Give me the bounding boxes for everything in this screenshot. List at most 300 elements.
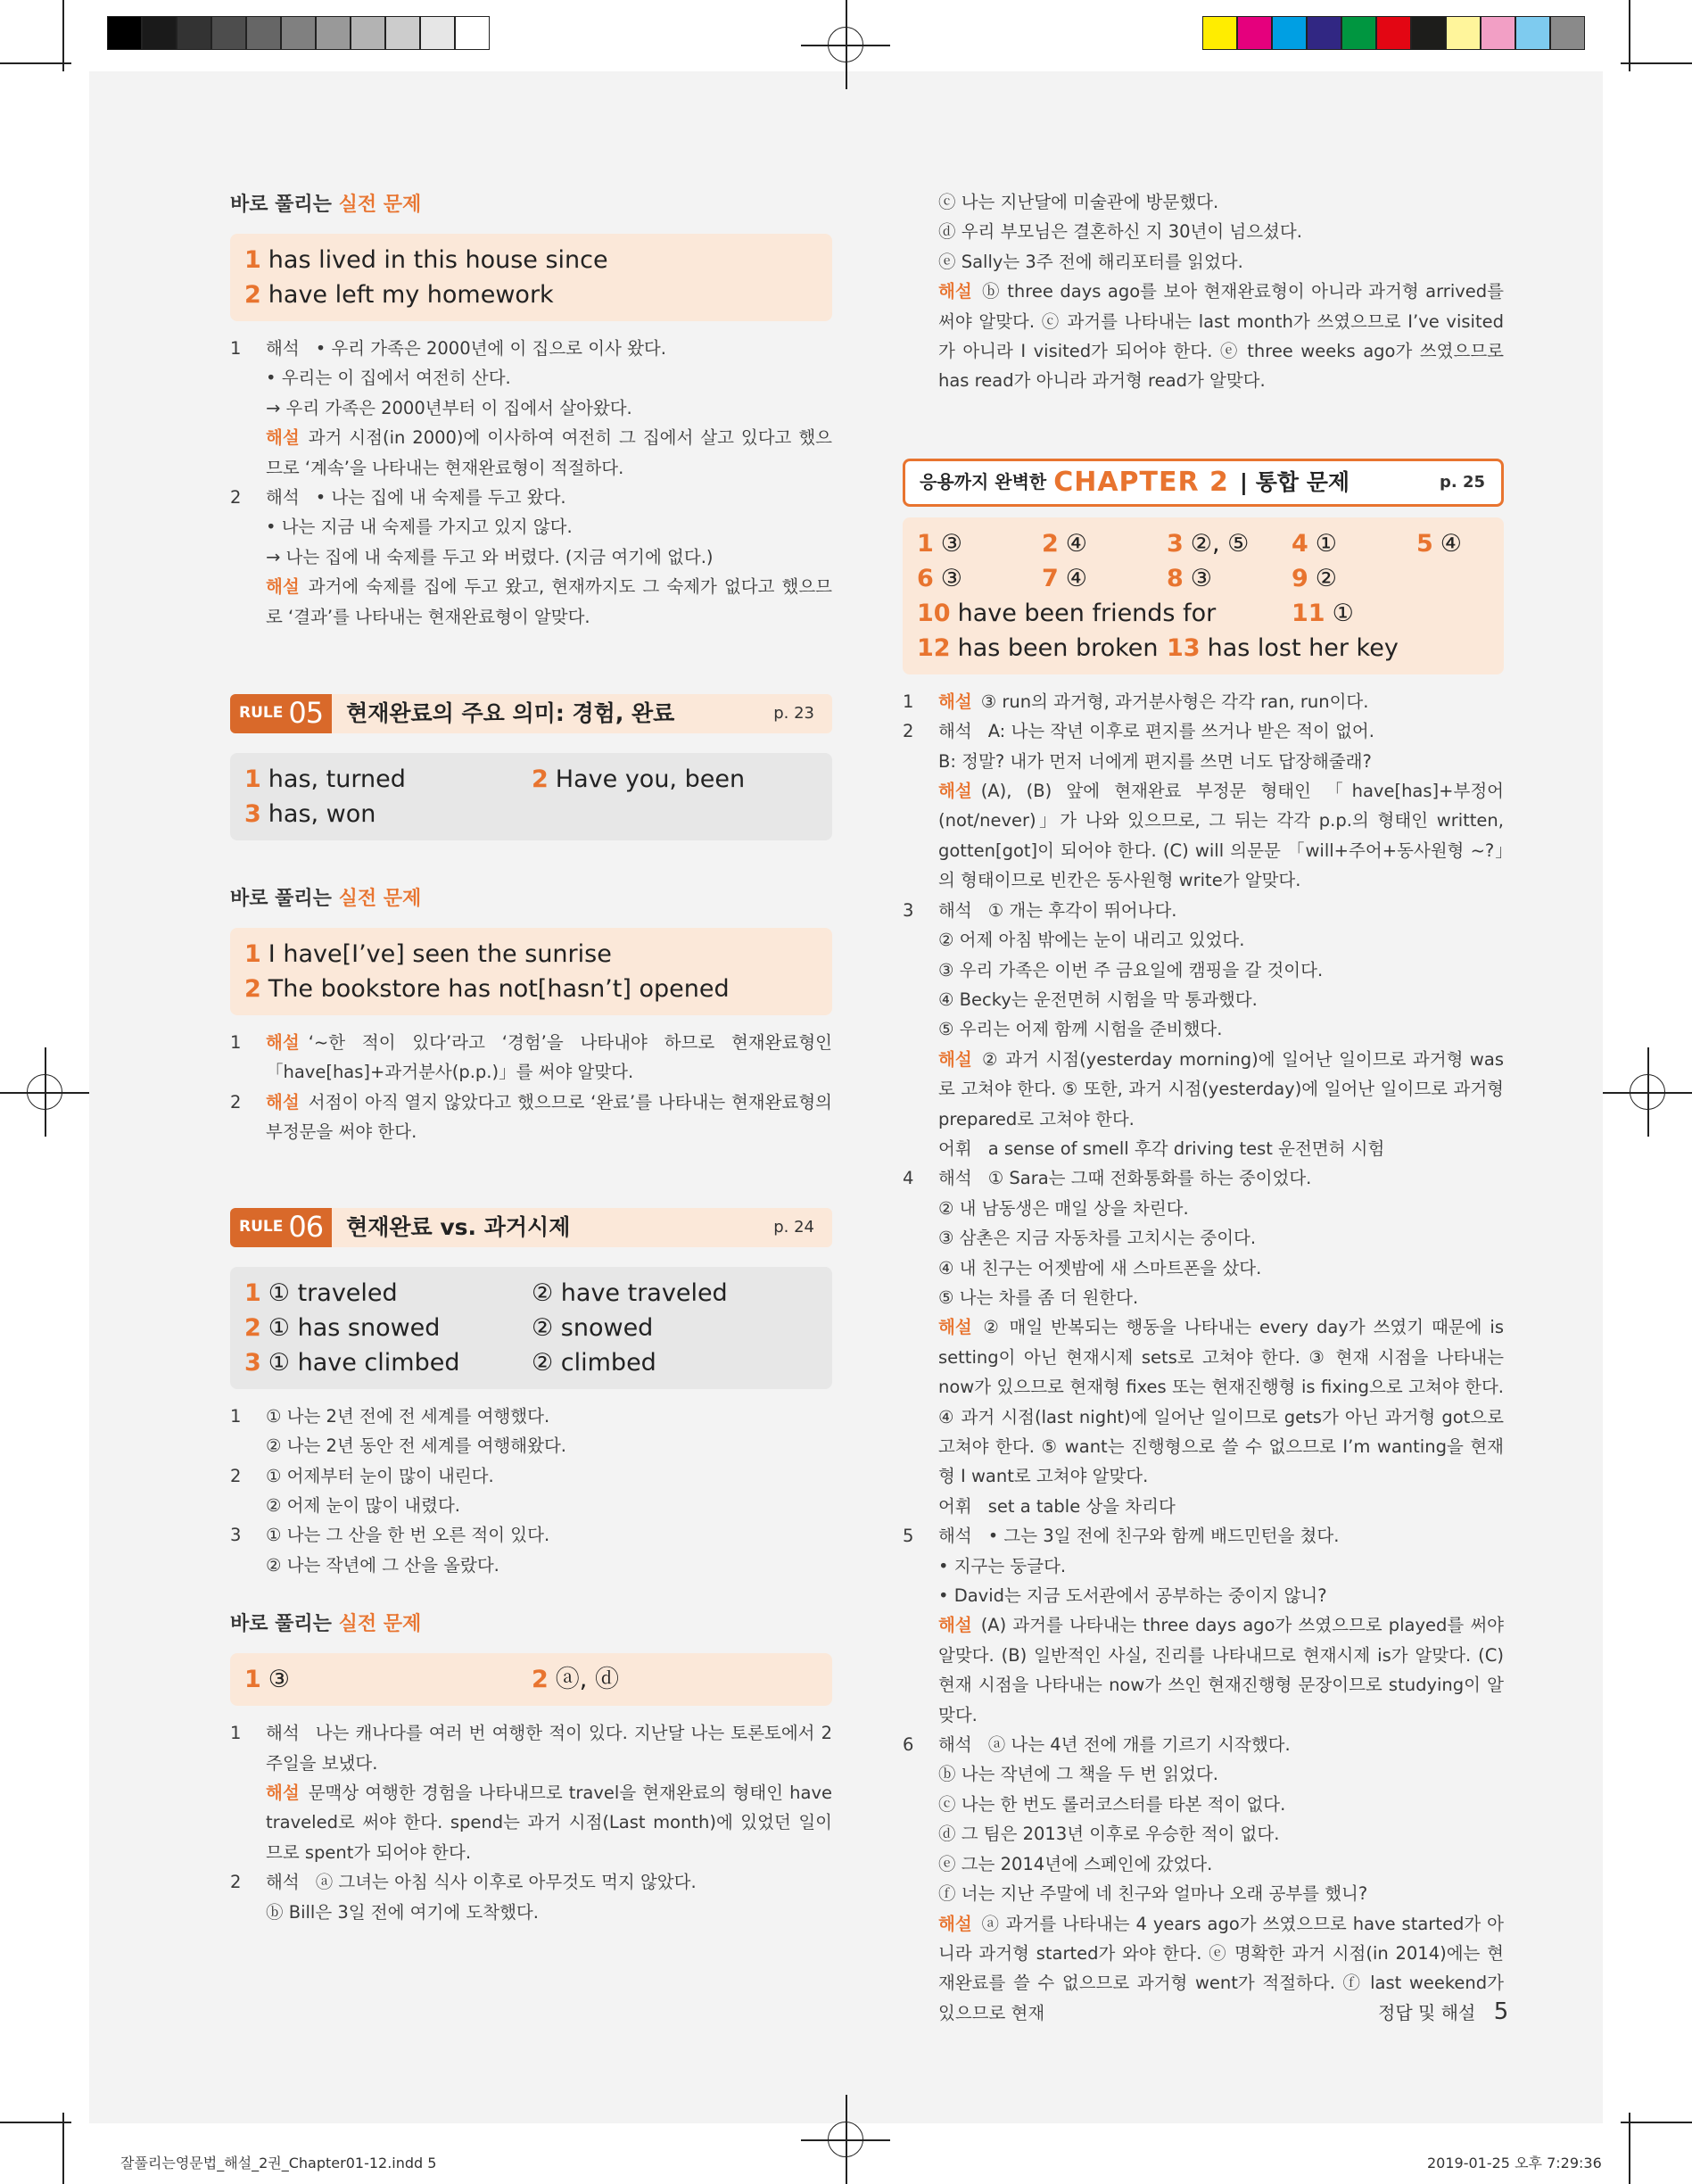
answer-cell xyxy=(532,1276,819,1311)
item-text: ‘~한 적이 있다’라고 ‘경험’을 나타내야 하므로 현재완료형인 「have[has]+과거분사(p.p.)」를 써야 알맞다. xyxy=(266,1032,832,1083)
item-number xyxy=(903,1045,938,1134)
answer-row xyxy=(917,561,1490,596)
item-text: • 그는 3일 전에 친구와 함께 배드민턴을 쳤다. xyxy=(987,1526,1340,1547)
color-swatch xyxy=(455,16,490,50)
item-body xyxy=(938,1223,1504,1253)
item-text: ⓔ 그는 2014년에 스페인에 갔었다. xyxy=(938,1853,1213,1874)
item-number xyxy=(903,277,938,396)
answer-row xyxy=(917,526,1490,561)
item-text: ① 나는 2년 전에 전 세계를 여행했다. xyxy=(266,1405,550,1427)
item-number xyxy=(903,747,938,776)
answer-number: 12 xyxy=(917,633,951,662)
answer-number: 7 xyxy=(1042,564,1059,592)
answer-cell xyxy=(244,1311,532,1345)
explanation-item xyxy=(903,1134,1504,1163)
item-text: ② 어제 아침 밖에는 눈이 내리고 있었다. xyxy=(938,930,1245,951)
answer-text: ① traveled xyxy=(268,1278,398,1307)
item-number xyxy=(903,247,938,277)
explanation-item xyxy=(230,1520,832,1550)
color-swatch xyxy=(420,16,455,50)
item-number xyxy=(903,1790,938,1819)
item-text: (A) 과거를 나타내는 three days ago가 쓰였으므로 played를 써야 알맞다. (B) 일반적인 사실, 진리를 나타내므로 현재시제 is가 알맞다. (C) 현재 시점을 나타내는 now가 쓰인 현재진행형 문장이므로 studying이 알맞다. xyxy=(938,1615,1504,1725)
item-number xyxy=(230,512,266,542)
item-body xyxy=(266,363,832,393)
item-body xyxy=(266,423,832,483)
color-swatch xyxy=(142,16,177,50)
section-title: 바로 풀리는 실전 문제 xyxy=(230,194,422,216)
item-number xyxy=(903,1909,938,2029)
item-number xyxy=(903,1759,938,1789)
item-body xyxy=(938,247,1504,277)
answer-cell xyxy=(1042,526,1167,561)
explanation-item xyxy=(903,1492,1504,1521)
explanation-item xyxy=(903,1163,1504,1193)
explanation-item xyxy=(903,1819,1504,1849)
item-body xyxy=(266,1402,832,1431)
answer-text: has lived in this house since xyxy=(268,246,608,274)
answer-number: 1 xyxy=(244,1666,261,1694)
item-number: 1 xyxy=(230,1723,242,1744)
item-body xyxy=(938,925,1504,955)
answer-text: ① have climbed xyxy=(268,1348,460,1377)
answer-number: 10 xyxy=(917,599,951,627)
item-number xyxy=(903,1492,938,1521)
item-text: ⑤ 우리는 어제 함께 시험을 준비했다. xyxy=(938,1019,1223,1040)
color-swatch xyxy=(1376,16,1411,50)
crop-mark xyxy=(62,2113,64,2184)
answer-number: 1 xyxy=(917,529,934,558)
right-column xyxy=(903,187,1504,2028)
item-number xyxy=(903,1581,938,1610)
chapter-header: 응용까지 완벽한 CHAPTER 2 | 통합 문제 p. 25 xyxy=(903,459,1504,507)
item-body xyxy=(266,1898,832,1927)
item-number: 3 xyxy=(903,899,914,921)
item-number xyxy=(903,925,938,955)
answer-number: 1 xyxy=(244,246,261,274)
answer-text: ③ xyxy=(940,564,963,592)
item-text: ③ 삼촌은 지금 자동차를 고치시는 중이다. xyxy=(938,1228,1257,1249)
answer-number: 2 xyxy=(244,975,261,1004)
color-swatch xyxy=(246,16,281,50)
item-number: 1 xyxy=(230,1032,242,1054)
item-number xyxy=(903,1551,938,1581)
item-body xyxy=(266,512,832,542)
item-text: ⓓ 우리 부모님은 결혼하신 지 30년이 넘으셨다. xyxy=(938,221,1302,243)
item-text: • 우리 가족은 2000년에 이 집으로 이사 왔다. xyxy=(315,338,666,359)
item-text: 문맥상 여행한 경험을 나타내므로 travel을 현재완료의 형태인 have traveled로 써야 한다. spend는 과거 시점(Last month)에 있었던 일이므로 spent가 되어야 한다. xyxy=(266,1782,832,1863)
item-body xyxy=(938,1581,1504,1610)
answer-text: I have[I’ve] seen the sunrise xyxy=(268,940,612,969)
answer-text: ②, ⑤ xyxy=(1190,529,1250,558)
item-text: ⓑ Bill은 3일 전에 여기에 도착했다. xyxy=(266,1901,539,1923)
item-number xyxy=(903,956,938,985)
item-body xyxy=(938,687,1504,716)
item-number xyxy=(230,1491,266,1520)
registration-mark xyxy=(801,2095,890,2184)
explanation-item xyxy=(903,247,1504,277)
explanation-item xyxy=(230,512,832,542)
answer-row xyxy=(244,243,818,277)
answer-number: 1 xyxy=(244,940,261,969)
item-text: 서점이 아직 열지 않았다고 했으므로 ‘완료’를 나타내는 현재완료형의 부정문을 써야 한다. xyxy=(266,1091,832,1143)
item-body xyxy=(266,1431,832,1460)
answer-cell xyxy=(532,762,819,797)
item-body xyxy=(938,1610,1504,1730)
slug-date: 2019-01-25 오후 7:29:36 xyxy=(1427,2155,1602,2172)
item-number: 2 xyxy=(230,487,242,509)
answer-text: Have you, been xyxy=(555,765,746,794)
explanation-item xyxy=(903,747,1504,776)
item-text: ⓑ 나는 작년에 그 책을 두 번 읽었다. xyxy=(938,1764,1218,1785)
explanation-item xyxy=(230,1028,832,1088)
explanation-item xyxy=(230,363,832,393)
explanation-list xyxy=(230,1402,832,1580)
item-body xyxy=(266,1028,832,1088)
label-haeseok: 해석 xyxy=(938,721,972,742)
label-haeseol: 해설 xyxy=(266,1782,300,1803)
item-body xyxy=(938,1312,1504,1491)
answer-text: ③ xyxy=(1190,564,1213,592)
item-body xyxy=(266,1551,832,1580)
color-swatch xyxy=(1341,16,1376,50)
item-text: ⓓ 그 팀은 2013년 이후로 우승한 적이 없다. xyxy=(938,1824,1280,1845)
answer-number: 1 xyxy=(244,1278,261,1307)
color-swatch xyxy=(1237,16,1272,50)
label-haeseol: 해설 xyxy=(938,1317,972,1338)
item-text: ① 나는 그 산을 한 번 오른 적이 있다. xyxy=(266,1525,550,1546)
answer-text: have been friends for xyxy=(957,599,1217,627)
item-text: (A), (B) 앞에 현재완료 부정문 형태인 「have[has]+부정어(not/never)」가 나와 있으므로, 그 뒤는 각각 p.p.의 형태인 written, gotten[got]이 되어야 한다. (C) will 의문문 「will+주어+동사원형 ~?」의 형태이므로 빈칸은 동사원형 write가 알맞다. xyxy=(938,781,1504,891)
answer-text: ② xyxy=(1315,564,1338,592)
answer-row xyxy=(917,631,1490,666)
item-text: ⓐ 과거를 나타내는 4 years ago가 쓰였으므로 have started가 아니라 과거형 started가 와야 한다. ⓔ 명확한 과거 시점(in 2014)에는 현재완료를 쓸 수 없으므로 과거형 went가 적절하다. ⓕ last weekend가 있으므로 현재 xyxy=(938,1913,1504,2023)
answer-box xyxy=(230,234,832,321)
explanation-item xyxy=(903,956,1504,985)
explanation-item xyxy=(903,1312,1504,1491)
color-swatch xyxy=(1446,16,1481,50)
explanation-item xyxy=(903,1879,1504,1908)
explanation-item xyxy=(230,393,832,423)
explanation-item xyxy=(903,687,1504,716)
answer-number: 6 xyxy=(917,564,934,592)
explanation-item xyxy=(903,1759,1504,1789)
answer-row xyxy=(917,596,1490,631)
item-body xyxy=(938,1194,1504,1223)
explanation-list xyxy=(230,1718,832,1927)
item-text: ④ Becky는 운전면허 시험을 막 통과했다. xyxy=(938,989,1258,1010)
item-text: ⓐ 나는 4년 전에 개를 기르기 시작했다. xyxy=(987,1734,1291,1756)
label-haeseol: 해설 xyxy=(938,281,972,302)
answer-cell xyxy=(1167,631,1399,666)
item-text: → 우리 가족은 2000년부터 이 집에서 살아왔다. xyxy=(266,397,632,418)
item-text: 해석 xyxy=(266,338,300,359)
item-text: ⓒ 나는 지난달에 미술관에 방문했다. xyxy=(938,192,1219,212)
item-number xyxy=(903,1849,938,1879)
color-swatch xyxy=(1515,16,1550,50)
label-haeseol: 해설 xyxy=(938,1615,972,1636)
answer-cell xyxy=(1416,526,1488,561)
answer-box xyxy=(230,1653,832,1706)
color-swatch xyxy=(1550,16,1585,50)
item-body xyxy=(938,1134,1504,1163)
crop-mark xyxy=(0,62,71,64)
explanation-item xyxy=(903,1581,1504,1610)
answer-cell xyxy=(917,631,1167,666)
answer-text: ① has snowed xyxy=(268,1313,441,1342)
answer-cell xyxy=(532,1662,819,1697)
item-number: 5 xyxy=(903,1526,914,1547)
item-body xyxy=(938,1045,1504,1134)
answer-row xyxy=(244,1276,818,1311)
answer-cell xyxy=(1292,526,1416,561)
item-text: ⓐ 그녀는 아침 식사 이후로 아무것도 먹지 않았다. xyxy=(315,1872,697,1893)
answer-cell xyxy=(244,1276,532,1311)
item-body xyxy=(266,483,832,512)
color-swatch xyxy=(1202,16,1237,50)
color-swatch xyxy=(1272,16,1307,50)
crop-mark xyxy=(1621,62,1692,64)
item-text: → 나는 집에 내 숙제를 두고 와 버렸다. (지금 여기에 없다.) xyxy=(266,546,714,567)
explanation-item xyxy=(903,1551,1504,1581)
answer-cell xyxy=(244,1662,532,1697)
answer-text: ① xyxy=(1315,529,1338,558)
item-body xyxy=(938,1492,1504,1521)
rule-title: 현재완료의 주요 의미: 경험, 완료 xyxy=(346,700,675,727)
label-haeseol: 해설 xyxy=(266,427,300,449)
explanation-item xyxy=(903,776,1504,896)
item-text: a sense of smell 후각 driving test 운전면허 시험 xyxy=(987,1138,1385,1159)
label-haeseok: 어휘 xyxy=(938,1495,972,1517)
answer-row xyxy=(244,1345,818,1380)
section-title: 바로 풀리는 실전 문제 xyxy=(230,888,422,911)
section-title: 바로 풀리는 실전 문제 xyxy=(230,1613,422,1636)
explanation-item xyxy=(903,896,1504,925)
answer-box xyxy=(903,517,1504,674)
item-text: ② 매일 반복되는 행동을 나타내는 every day가 쓰였기 때문에 is setting이 아닌 현재시제 sets로 고쳐야 한다. ③ 현재 시점을 나타내는 now가 있으므로 현재형 fixes 또는 현재진행형 is fixing으로 고쳐야 한다. ④ 과거 시점(last night)에 일어난 일이므로 gets가 아닌 과거형 got으로 고쳐야 한다. ⑤ want는 진행형으로 쓸 수 없으므로 I’m wanting을 현재형 I want로 고쳐야 알맞다. xyxy=(938,1317,1504,1487)
rule-badge: RULE 05 xyxy=(230,694,332,733)
item-body xyxy=(266,1867,832,1897)
crop-mark xyxy=(1629,2113,1630,2184)
label-haeseok: 해석 xyxy=(938,1734,972,1756)
color-swatch xyxy=(1411,16,1446,50)
item-text: ① 개는 후각이 뛰어나다. xyxy=(987,899,1177,921)
answer-number: 3 xyxy=(1167,529,1184,558)
item-text: ③ 우리 가족은 이번 주 금요일에 캠핑을 갈 것이다. xyxy=(938,959,1324,980)
item-number: 1 xyxy=(230,1405,242,1427)
item-number xyxy=(903,1819,938,1849)
item-number xyxy=(230,1551,266,1580)
answer-cell xyxy=(1042,561,1167,596)
answer-number: 1 xyxy=(244,765,261,794)
item-text: • 나는 지금 내 숙제를 가지고 있지 않다. xyxy=(266,517,573,538)
color-swatch xyxy=(281,16,316,50)
item-number xyxy=(230,1431,266,1460)
answer-cell xyxy=(917,596,1292,631)
explanation-item xyxy=(903,925,1504,955)
item-number: 1 xyxy=(903,691,914,712)
rule-title: 현재완료 vs. 과거시제 xyxy=(346,1213,571,1240)
explanation-item xyxy=(903,1253,1504,1283)
answer-number: 3 xyxy=(244,1348,261,1377)
answer-row xyxy=(244,1311,818,1345)
label-haeseol: 해설 xyxy=(266,1091,300,1113)
explanation-item xyxy=(903,1610,1504,1730)
answer-number: 13 xyxy=(1167,633,1201,662)
label-haeseol: 해설 xyxy=(938,781,972,802)
color-swatch xyxy=(385,16,420,50)
item-text: 해석 xyxy=(266,487,300,509)
answer-text: have left my homework xyxy=(268,281,554,309)
slug-file: 잘풀리는영문법_해설_2권_Chapter01-12.indd 5 xyxy=(120,2155,437,2172)
explanation-item xyxy=(230,1718,832,1778)
label-haeseok: 해석 xyxy=(938,899,972,921)
explanation-item xyxy=(903,1790,1504,1819)
item-number xyxy=(230,423,266,483)
item-text: ② 내 남동생은 매일 상을 차린다. xyxy=(938,1197,1189,1219)
item-body xyxy=(938,747,1504,776)
answer-box xyxy=(230,928,832,1015)
item-body xyxy=(938,985,1504,1014)
explanation-item xyxy=(903,1283,1504,1312)
item-number: 2 xyxy=(230,1091,242,1113)
answer-text: ① xyxy=(1332,599,1354,627)
explanation-item xyxy=(230,572,832,632)
answer-number: 4 xyxy=(1292,529,1308,558)
explanation-item xyxy=(903,1223,1504,1253)
item-body xyxy=(938,1759,1504,1789)
color-swatch xyxy=(1307,16,1341,50)
label-haeseol: 해설 xyxy=(266,1032,300,1054)
item-text: 나는 캐나다를 여러 번 여행한 적이 있다. 지난달 나는 토론토에서 2주일을 보냈다. xyxy=(266,1723,832,1774)
item-text: • 우리는 이 집에서 여전히 산다. xyxy=(266,368,511,389)
answer-number: 11 xyxy=(1292,599,1325,627)
item-body xyxy=(266,572,832,632)
color-swatch xyxy=(107,16,142,50)
answer-text: ④ xyxy=(1065,564,1088,592)
explanation-item xyxy=(903,1849,1504,1879)
answer-cell xyxy=(1167,561,1292,596)
answer-row xyxy=(244,277,818,312)
answer-number: 5 xyxy=(1416,529,1433,558)
item-body xyxy=(938,1521,1504,1551)
item-body xyxy=(938,1730,1504,1759)
item-number xyxy=(903,1253,938,1283)
crop-mark xyxy=(1629,0,1630,71)
item-number xyxy=(903,1194,938,1223)
explanation-item xyxy=(230,1867,832,1897)
answer-cell xyxy=(532,1345,819,1380)
item-number xyxy=(230,393,266,423)
crop-mark xyxy=(0,2122,71,2123)
explanation-item xyxy=(230,542,832,572)
label-haeseok: 해석 xyxy=(938,1168,972,1189)
rule-05-header xyxy=(230,694,832,733)
label-haeseol: 해설 xyxy=(266,576,300,598)
answer-text: ⓐ, ⓓ xyxy=(555,1666,619,1694)
item-body xyxy=(938,1849,1504,1879)
answer-cell xyxy=(244,762,532,797)
item-text: ③ run의 과거형, 과거분사형은 각각 ran, run이다. xyxy=(980,691,1369,712)
item-body xyxy=(938,716,1504,746)
item-number xyxy=(230,1778,266,1867)
answer-number: 3 xyxy=(244,800,261,829)
answer-row xyxy=(244,937,818,972)
item-body xyxy=(266,1491,832,1520)
item-body xyxy=(938,1253,1504,1283)
item-number xyxy=(903,1879,938,1908)
answer-text: ② climbed xyxy=(532,1348,656,1377)
answer-text: ③ xyxy=(940,529,963,558)
item-text: ④ 내 친구는 어젯밤에 새 스마트폰을 샀다. xyxy=(938,1257,1262,1278)
item-text: ⑤ 나는 차를 좀 더 원한다. xyxy=(938,1286,1139,1308)
item-number: 4 xyxy=(903,1168,914,1189)
answer-cell xyxy=(1292,596,1354,631)
item-number xyxy=(903,1283,938,1312)
item-body xyxy=(938,956,1504,985)
item-number xyxy=(903,1014,938,1044)
item-body xyxy=(938,1819,1504,1849)
item-number xyxy=(903,1223,938,1253)
color-swatch xyxy=(1481,16,1515,50)
registration-mark xyxy=(801,0,890,89)
explanation-list xyxy=(230,1028,832,1147)
answer-text: has lost her key xyxy=(1207,633,1399,662)
item-text: • 나는 집에 내 숙제를 두고 왔다. xyxy=(315,487,566,509)
item-number xyxy=(230,542,266,572)
item-text: ⓒ 나는 한 번도 롤러코스터를 타본 적이 없다. xyxy=(938,1793,1286,1815)
answer-box xyxy=(230,753,832,840)
answer-number: 2 xyxy=(532,765,549,794)
label-haeseok: 해석 xyxy=(938,1526,972,1547)
item-body xyxy=(938,1014,1504,1044)
explanation-list xyxy=(903,687,1504,2028)
explanation-item xyxy=(230,1778,832,1867)
answer-text: ③ xyxy=(268,1666,291,1694)
item-number: 2 xyxy=(230,1872,242,1893)
answer-number: 8 xyxy=(1167,564,1184,592)
item-body xyxy=(938,277,1504,396)
answer-number: 9 xyxy=(1292,564,1308,592)
item-text: ① Sara는 그때 전화통화를 하는 중이었다. xyxy=(987,1168,1312,1189)
answer-row xyxy=(244,797,818,831)
item-text: 과거 시점(in 2000)에 이사하여 여전히 그 집에서 살고 있다고 했으므로 ‘계속’을 나타내는 현재완료형이 적절하다. xyxy=(266,427,832,478)
explanation-list xyxy=(230,334,832,632)
item-text: ⓔ Sally는 3주 전에 해리포터를 읽었다. xyxy=(938,251,1243,272)
explanation-item xyxy=(903,1194,1504,1223)
answer-number: 2 xyxy=(244,281,261,309)
item-text: ② 나는 2년 동안 전 세계를 여행해왔다. xyxy=(266,1435,566,1457)
item-body xyxy=(938,217,1504,246)
item-number xyxy=(903,217,938,246)
explanation-item xyxy=(230,1551,832,1580)
label-haeseok: 해석 xyxy=(266,1723,300,1744)
item-body xyxy=(266,542,832,572)
item-number: 1 xyxy=(230,338,242,359)
explanation-item xyxy=(230,1431,832,1460)
explanation-item xyxy=(903,277,1504,396)
item-number xyxy=(903,1312,938,1491)
explanation-item xyxy=(230,1461,832,1491)
color-swatch xyxy=(316,16,351,50)
explanation-item xyxy=(903,716,1504,746)
answer-cell xyxy=(1292,561,1416,596)
item-body xyxy=(266,1520,832,1550)
answer-row xyxy=(244,972,818,1006)
item-body xyxy=(938,1790,1504,1819)
explanation-item xyxy=(230,1491,832,1520)
label-haeseol: 해설 xyxy=(938,1913,972,1934)
item-body xyxy=(266,1088,832,1147)
